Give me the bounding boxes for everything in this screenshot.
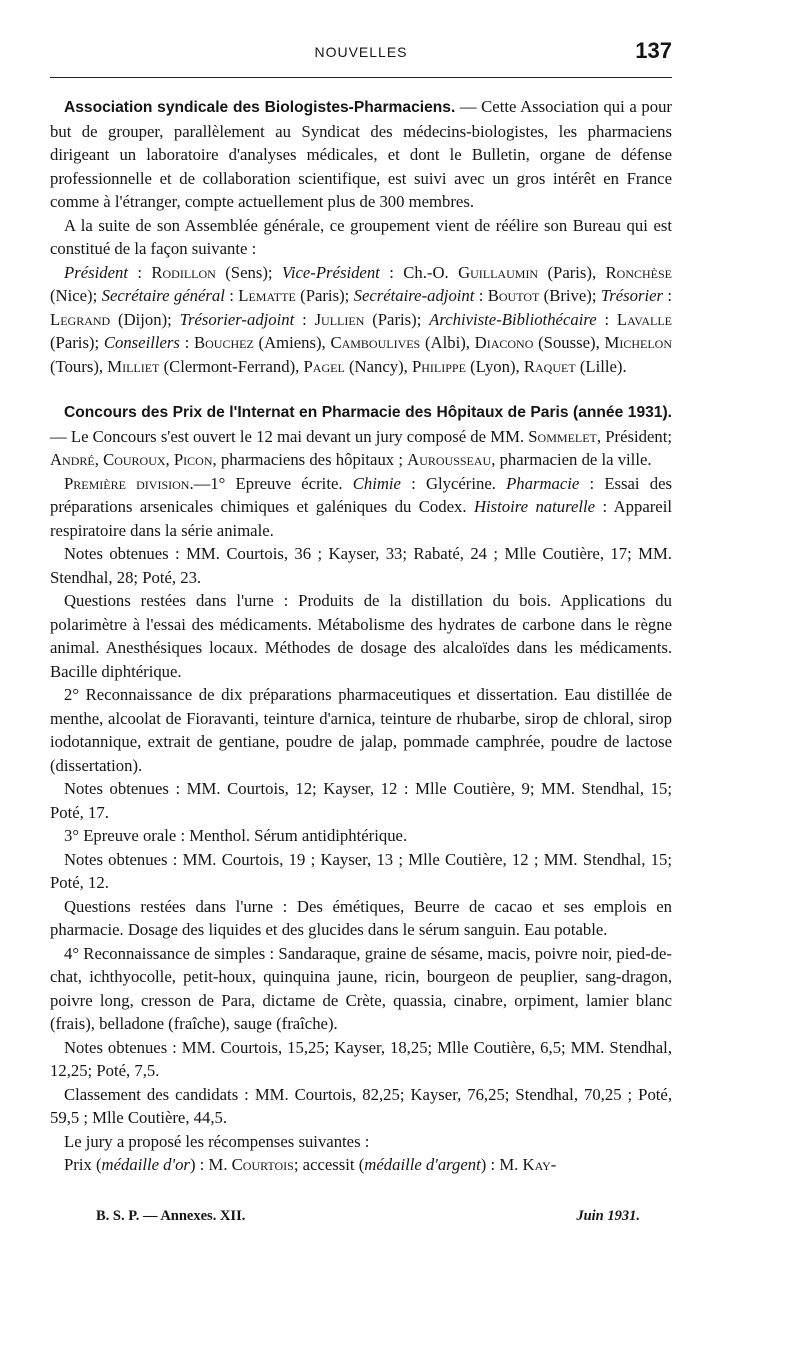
jury-member-3: Couroux bbox=[103, 450, 166, 469]
conseiller-1-place: (Amiens), bbox=[253, 333, 331, 352]
article2-intro: Concours des Prix de l'Internat en Pharmacie des Hôpitaux de Paris (année 1931). — Le Concours s'est ouvert le 12 mai devant un jury composé de MM. Sommelet, Président; André, Couroux, Picon, pharmaciens des hôpitaux ; Aurousseau, pharmacien de la ville. bbox=[50, 404, 672, 469]
conseillers-label: Conseillers bbox=[103, 333, 180, 352]
conseiller-5: Milliet bbox=[107, 356, 160, 376]
footer-source: B. S. P. — Annexes. XII. bbox=[96, 1208, 246, 1224]
accessit-medaille: médaille d'argent bbox=[364, 1155, 481, 1174]
running-title: NOUVELLES bbox=[314, 44, 408, 60]
epreuve-2: 2° Reconnaissance de dix préparations pharmaceutiques et dissertation. Eau distillée de menthe, alcoolat de Fioravanti, teinture d'arnica, teinture de rhubarbe, sirop de chloral, sirop iodotannique, extrait de gentiane, poudre de jalap, pommade camphrée, poudre de lactose (dissertation). bbox=[50, 685, 672, 775]
chimie-label: Chimie bbox=[352, 473, 401, 493]
notes-1 bbox=[50, 542, 672, 589]
article1-p2: A la suite de son Assemblée générale, ce groupement vient de réélire son Bureau qui est constitué de la façon suivante : bbox=[50, 215, 672, 258]
conseiller-2: Camboulives bbox=[330, 333, 421, 352]
histoire-text: : Appareil respiratoire dans la série animale. bbox=[50, 497, 672, 540]
adjoint-name: Boutot bbox=[487, 286, 540, 305]
vice2-name: Ronchèse bbox=[605, 262, 673, 282]
archiviste-label: Archiviste-Bibliothécaire bbox=[429, 309, 597, 329]
classement: Classement des candidats : MM. Courtois, 82,25; Kayser, 76,25; Stendhal, 70,25 ; Poté, 59,5 ; Mlle Coutière, 44,5. bbox=[50, 1084, 672, 1127]
secretaire-place: (Paris); bbox=[295, 286, 354, 305]
notes-1-values: Courtois, 36 ; Kayser, 33; Rabaté, 24 ; Mlle Coutière, 17; MM. Stendhal, 28; Poté, 23. bbox=[50, 544, 672, 587]
conseiller-3: Diacono bbox=[474, 333, 534, 352]
conseiller-6: Pagel bbox=[303, 356, 345, 376]
president-label: Président bbox=[64, 262, 128, 282]
archiviste-place: (Paris); bbox=[50, 333, 104, 352]
tresorier-name: Legrand bbox=[50, 309, 111, 329]
chimie-text: : Glycérine. bbox=[400, 473, 507, 493]
accessit-sep: ) : M. bbox=[480, 1155, 523, 1174]
division-label: Première division. bbox=[64, 473, 194, 493]
histoire-label: Histoire naturelle bbox=[473, 497, 596, 516]
article2-heading: Concours des Prix de l'Internat en Pharmacie des Hôpitaux de Paris (année 1931). bbox=[64, 404, 672, 421]
notes-1-prefix: Notes obtenues : MM. bbox=[64, 544, 227, 563]
vice-name: Guillaumin bbox=[458, 262, 539, 282]
tres-adj-label: Trésorier-adjoint bbox=[179, 309, 295, 329]
jury-role-5: , pharmacien de la ville. bbox=[491, 450, 652, 469]
prix-medaille: médaille d'or bbox=[101, 1155, 190, 1174]
prix bbox=[50, 1153, 672, 1177]
tres-adj-place: (Paris); bbox=[364, 309, 430, 329]
prix-name: Courtois bbox=[231, 1155, 294, 1174]
header-rule bbox=[50, 77, 672, 78]
epreuve-4: 4° Reconnaissance de simples : Sandaraque, graine de sésame, macis, poivre noir, pied-de-chat, ichthyocolle, petit-houx, quinquina jaune, ricin, bourgeon de peuplier, sang-dragon, poivre long, cresson de Para, dictame de Crète, quassia, cinabre, orpiment, lamier blanc (frais), belladone (fraîche), sauge (fraîche). bbox=[50, 943, 672, 1033]
jury-proposal: Le jury a proposé les récompenses suivantes : bbox=[64, 1131, 370, 1151]
pharmacie-label: Pharmacie bbox=[506, 473, 580, 493]
conseiller-8: Raquet bbox=[523, 356, 576, 376]
adjoint-label: Secrétaire-adjoint bbox=[353, 286, 475, 305]
prix-prefix: Prix ( bbox=[64, 1155, 102, 1174]
jury-member-4: Picon bbox=[173, 450, 213, 469]
adjoint-place: (Brive); bbox=[539, 286, 601, 305]
secretaire-name: Lematte bbox=[238, 286, 296, 305]
conseiller-7: Philippe bbox=[411, 356, 466, 376]
article1-intro-text: — Cette Association qui a pour but de grouper, parallèlement au Syndicat des médecins-biologistes, les pharmaciens dirigeant un laboratoire d'analyses médicales, et dont le Bulletin, organe de défense professionnelle et de collaboration scientifique, est suivi avec un gros intérêt en France comme à l'étranger, compte actuellement plus de 300 membres. bbox=[50, 97, 672, 211]
article1-heading: Association syndicale des Biologistes-Pharmaciens. bbox=[64, 99, 456, 116]
footer-date: Juin 1931. bbox=[576, 1208, 640, 1224]
conseiller-4: Michelon bbox=[604, 333, 672, 352]
conseiller-2-place: (Albi), bbox=[420, 333, 475, 352]
page-number: 137 bbox=[635, 38, 672, 63]
jury-member-2: André bbox=[50, 450, 95, 469]
conseiller-4-place: (Tours), bbox=[50, 356, 108, 376]
conseiller-5-place: (Clermont-Ferrand), bbox=[159, 356, 304, 376]
jury-member-1: Sommelet bbox=[528, 426, 597, 446]
jury-role-2: , pharmaciens des hôpitaux ; bbox=[212, 450, 408, 469]
vice-label: Vice-Président bbox=[281, 262, 380, 282]
vice2-place: (Nice); bbox=[50, 286, 102, 305]
epreuve-1-title: —1° Epreuve écrite. bbox=[193, 473, 353, 493]
pharmacie-text: : Essai des préparations arsenicales chimiques et galéniques du Codex. bbox=[50, 473, 672, 516]
jury-role-1: , Président; bbox=[596, 426, 672, 446]
notes-3: Notes obtenues : MM. Courtois, 19 ; Kayser, 13 ; Mlle Coutière, 12 ; MM. Stendhal, 15; Poté, 12. bbox=[50, 849, 672, 892]
notes-4: Notes obtenues : MM. Courtois, 15,25; Kayser, 18,25; Mlle Coutière, 6,5; MM. Stendhal, 12,25; Poté, 7,5. bbox=[50, 1037, 672, 1080]
article1-bureau: Président : Rodillon (Sens); Vice-Président : Ch.-O. Guillaumin (Paris), Ronchèse (Nice); Secrétaire général : Lematte (Paris); Secrétaire-adjoint : Boutot (Brive); Trésorier : Legrand (Dijon); Trésorier-adjoint : Jullien (Paris); Archiviste-Bibliothécaire : Lavalle (Paris); Conseillers : Bouchez (Amiens), Camboulives (Albi), Diacono (Sousse), Michelon (Tours), Milliet (Clermont-Ferrand), Pagel (Nancy), Philippe (Lyon), Raquet (Lille). bbox=[50, 262, 673, 376]
conseiller-6-place: (Nancy), bbox=[344, 356, 412, 376]
prix-sep: ) : M. bbox=[189, 1155, 232, 1174]
page-header bbox=[50, 38, 672, 74]
conseiller-7-place: (Lyon), bbox=[465, 356, 524, 376]
article1-intro bbox=[50, 95, 672, 214]
accessit-name: Kay- bbox=[522, 1155, 557, 1174]
tres-adj-name: Jullien bbox=[314, 309, 365, 329]
vice-prefix: : Ch.-O. bbox=[379, 262, 459, 282]
conseiller-8-place: (Lille). bbox=[575, 356, 627, 376]
archiviste-name: Lavalle bbox=[616, 309, 672, 329]
questions-1: Questions restées dans l'urne : Produits de la distillation du bois. Applications du polarimètre à l'essai des médicaments. Métabolisme des hydrates de carbone dans le règne animal. Anesthésiques locaux. Méthodes de dosage des alcaloïdes dans les médicaments. Bacille diphtérique. bbox=[50, 591, 672, 681]
conseiller-1: Bouchez bbox=[193, 333, 254, 352]
president-name: Rodillon bbox=[151, 262, 216, 282]
jury-member-5: Aurousseau bbox=[407, 450, 492, 469]
vice-place: (Paris), bbox=[538, 262, 606, 282]
notes-2: Notes obtenues : MM. Courtois, 12; Kayser, 12 : Mlle Coutière, 9; MM. Stendhal, 15; Poté, 17. bbox=[50, 779, 672, 822]
accessit-prefix: ; accessit ( bbox=[293, 1155, 365, 1174]
tresorier-label: Trésorier bbox=[600, 286, 663, 305]
tresorier-place: (Dijon); bbox=[110, 309, 180, 329]
page-footer bbox=[96, 1208, 640, 1232]
epreuve-1 bbox=[50, 472, 672, 543]
questions-3: Questions restées dans l'urne : Des émétiques, Beurre de cacao et ses emplois en pharmacie. Dosage des liquides et des glucides dans le sérum sanguin. Eau potable. bbox=[50, 896, 672, 939]
conseiller-3-place: (Sousse), bbox=[533, 333, 605, 352]
president-place: (Sens); bbox=[215, 262, 282, 282]
article2-intro-text: — Le Concours s'est ouvert le 12 mai devant un jury composé de MM. bbox=[50, 426, 529, 446]
epreuve-3: 3° Epreuve orale : Menthol. Sérum antidiphtérique. bbox=[64, 826, 408, 845]
secretaire-label: Secrétaire général bbox=[101, 286, 225, 305]
article-body bbox=[50, 95, 672, 1177]
